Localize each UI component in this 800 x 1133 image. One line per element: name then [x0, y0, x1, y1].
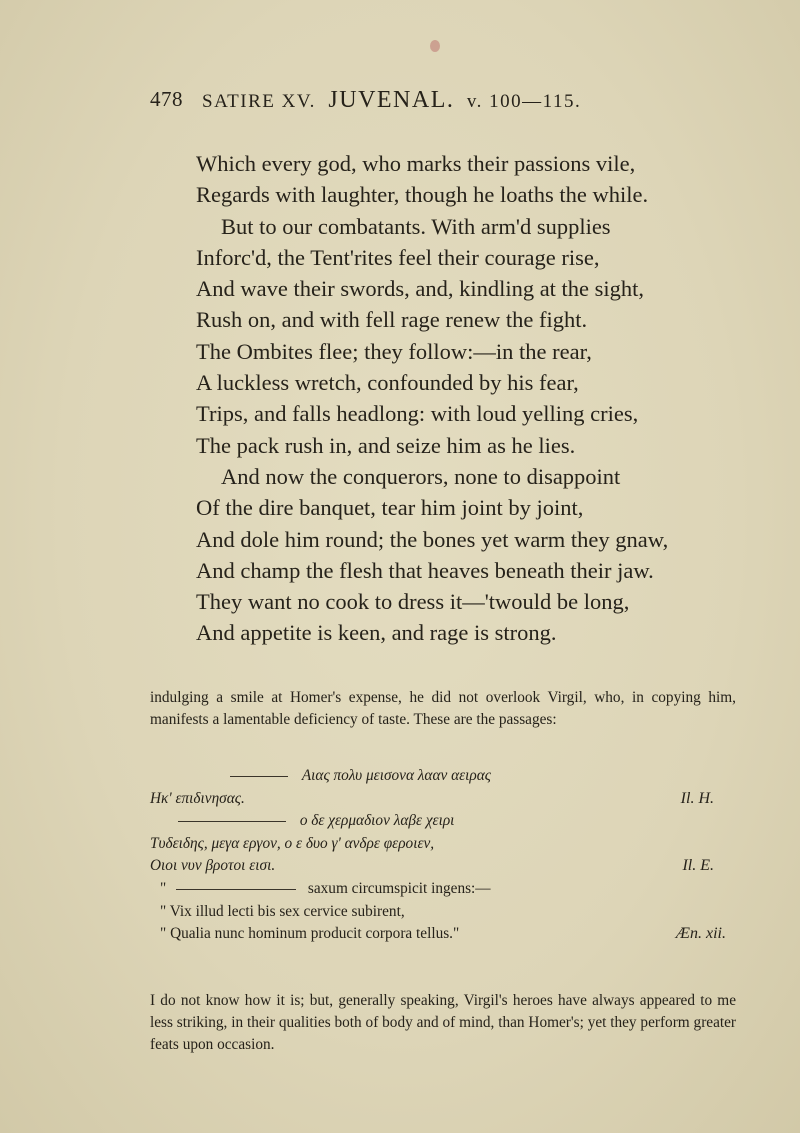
dash-rule	[230, 776, 288, 777]
quote-line	[150, 833, 736, 856]
prose-intro	[150, 687, 736, 731]
dash-rule	[176, 889, 296, 890]
poem-line: The Ombites flee; they follow:—in the rear,	[196, 338, 592, 364]
quote-line	[150, 855, 736, 878]
poem-line: A luckless wretch, confounded by his fear,	[196, 370, 579, 396]
latin-text: " Qualia nunc hominum producit corpora tellus."	[160, 925, 460, 943]
latin-text: " Vix illud lecti bis sex cervice subirent,	[160, 902, 405, 920]
greek-text: Οιοι νυν βροτοι εισι.	[150, 857, 276, 875]
lines-reference: v. 100—115.	[466, 91, 582, 112]
citation-ref: Æn. xii.	[675, 925, 726, 943]
poem-line: But to our combatants. With arm'd supplies	[221, 213, 611, 239]
closing-paragraph	[150, 990, 736, 1056]
satire-label: SATIRE XV.	[202, 91, 316, 112]
greek-text: Ηκ' επιδινησας.	[150, 789, 245, 807]
poem-line: And now the conquerors, none to disappoint	[221, 463, 621, 489]
greek-text: ο δε χερμαδιον λαβε χειρι	[299, 812, 455, 830]
ink-blot	[430, 40, 440, 52]
quote-line	[150, 765, 736, 788]
poem-line: They want no cook to dress it—'twould be long,	[196, 589, 630, 615]
greek-text: Αιας πολυ μεισονα λααν αειρας	[301, 767, 491, 784]
quote-line	[150, 788, 736, 811]
quote-line	[150, 901, 736, 924]
latin-text: saxum circumspicit ingens:—	[307, 879, 491, 897]
poem-line: Inforc'd, the Tent'rites feel their courage rise,	[196, 244, 600, 270]
poem-line: Rush on, and with fell rage renew the fight.	[196, 307, 588, 333]
page-number: 478	[150, 87, 183, 111]
poem-line: And appetite is keen, and rage is strong.	[196, 620, 557, 646]
quote-line	[150, 810, 736, 833]
poem-line: And wave their swords, and, kindling at the sight,	[196, 276, 645, 302]
poem-line: Which every god, who marks their passions vile,	[196, 151, 636, 176]
running-title	[202, 87, 581, 114]
poem-line: Regards with laughter, though he loaths the while.	[196, 182, 649, 208]
author-label: JUVENAL.	[328, 87, 455, 113]
citation-ref: Il. H.	[680, 789, 714, 807]
poem-line: And dole him round; the bones yet warm they gnaw,	[196, 526, 669, 552]
poem-line: The pack rush in, and seize him as he lies.	[196, 432, 576, 458]
poem-line: Trips, and falls headlong: with loud yelling cries,	[196, 401, 639, 427]
open-quote-mark: "	[160, 879, 167, 897]
citation-ref: Il. E.	[682, 857, 714, 875]
quote-line	[150, 878, 736, 901]
poem-line: Of the dire banquet, tear him joint by joint,	[196, 495, 584, 521]
running-header	[150, 83, 710, 119]
quote-line	[150, 923, 736, 946]
poem-block	[196, 148, 736, 649]
prose-paragraph: indulging a smile at Homer's expense, he did not overlook Virgil, who, in copying him, manifests a lamentable deficiency of taste. These are the passages:	[150, 689, 736, 728]
dash-rule	[178, 821, 286, 822]
prose-paragraph: I do not know how it is; but, generally speaking, Virgil's heroes have always appeared to me less striking, in their qualities both of body and of mind, than Homer's; yet they perform greater feats upon occasion.	[150, 992, 736, 1053]
greek-text: Τυδειδης, μεγα εργον, ο ε δυο γ' ανδρε φεροιεν,	[150, 834, 435, 852]
quotations-block	[150, 765, 736, 946]
poem-line: And champ the flesh that heaves beneath their jaw.	[196, 557, 654, 583]
